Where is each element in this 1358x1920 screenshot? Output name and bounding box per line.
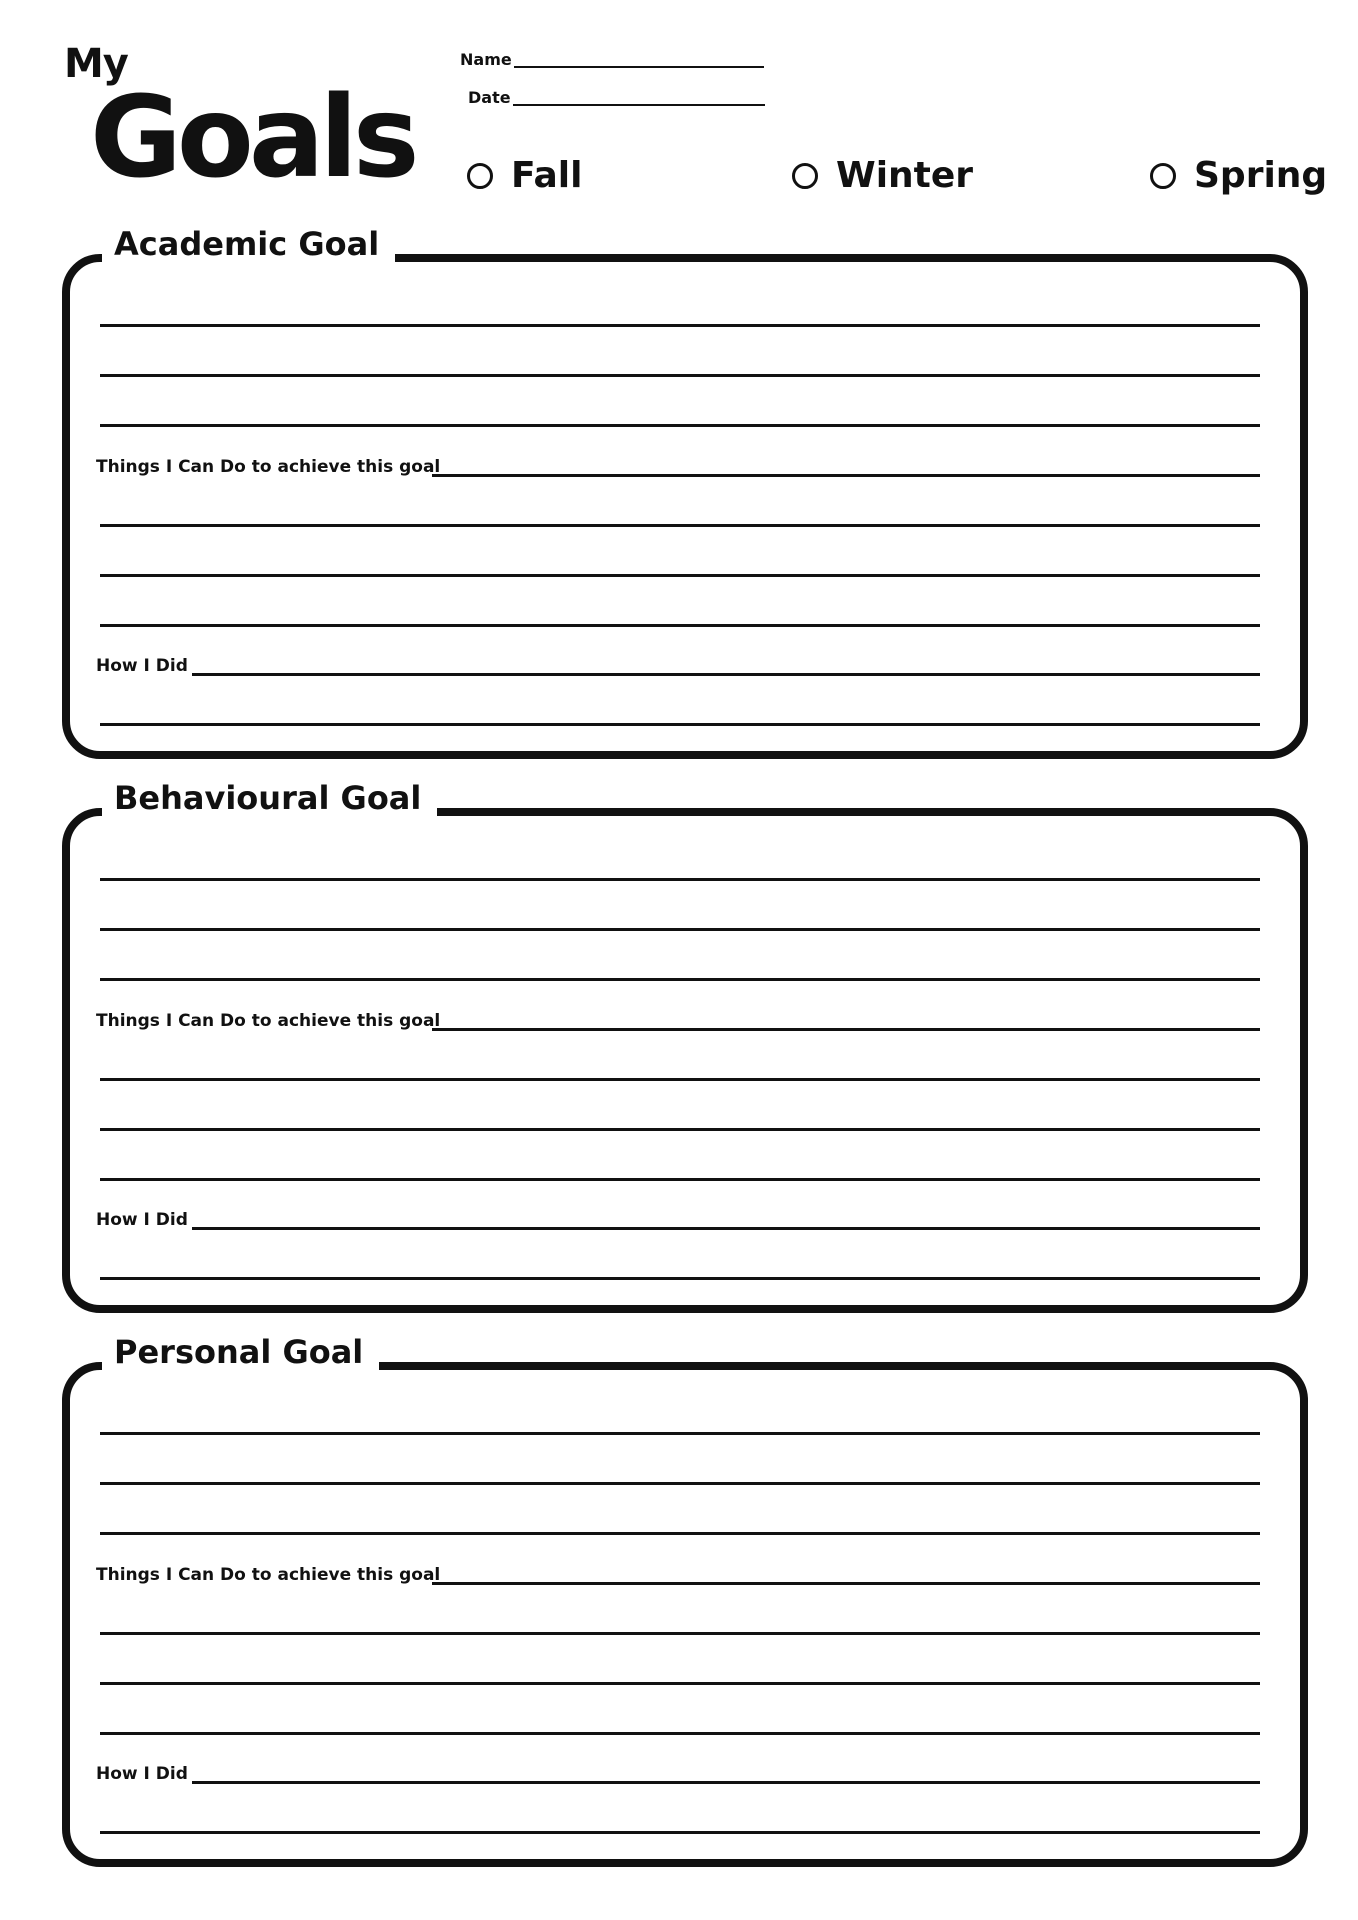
title-goals: Goals xyxy=(90,73,415,203)
how-write-line[interactable] xyxy=(192,1227,1260,1230)
spring-radio[interactable] xyxy=(1150,163,1176,189)
things-write-line[interactable] xyxy=(100,1682,1260,1685)
behavioural-goal-section xyxy=(62,779,1308,1313)
goal-write-line[interactable] xyxy=(100,928,1260,931)
things-write-line[interactable] xyxy=(100,524,1260,527)
how-write-line[interactable] xyxy=(100,1277,1260,1280)
goal-write-line[interactable] xyxy=(100,978,1260,981)
personal-goal-section xyxy=(62,1333,1308,1867)
academic-goal-section xyxy=(62,225,1308,759)
date-label: Date xyxy=(468,88,511,107)
season-winter-label: Winter xyxy=(836,155,974,196)
goal-write-line[interactable] xyxy=(100,1482,1260,1485)
things-write-line[interactable] xyxy=(100,1128,1260,1131)
goal-write-line[interactable] xyxy=(100,374,1260,377)
winter-radio[interactable] xyxy=(792,163,818,189)
how-label: How I Did xyxy=(96,656,188,676)
things-label: Things I Can Do to achieve this goal xyxy=(96,1565,441,1585)
season-spring-label: Spring xyxy=(1194,155,1328,196)
things-write-line[interactable] xyxy=(100,1732,1260,1735)
how-write-line[interactable] xyxy=(192,1781,1260,1784)
things-write-line[interactable] xyxy=(100,624,1260,627)
things-label: Things I Can Do to achieve this goal xyxy=(96,457,441,477)
section-title: Personal Goal xyxy=(102,1328,379,1376)
season-spring-option[interactable] xyxy=(1150,155,1328,196)
season-winter-option[interactable] xyxy=(792,155,974,196)
things-write-line[interactable] xyxy=(432,1582,1260,1585)
section-title: Behavioural Goal xyxy=(102,774,437,822)
things-write-line[interactable] xyxy=(100,1178,1260,1181)
how-label: How I Did xyxy=(96,1764,188,1784)
season-fall-option[interactable] xyxy=(467,155,583,196)
section-title: Academic Goal xyxy=(102,220,395,268)
goal-write-line[interactable] xyxy=(100,324,1260,327)
things-write-line[interactable] xyxy=(100,1078,1260,1081)
date-line[interactable] xyxy=(513,104,765,106)
how-label: How I Did xyxy=(96,1210,188,1230)
goal-write-line[interactable] xyxy=(100,424,1260,427)
goal-write-line[interactable] xyxy=(100,1432,1260,1435)
title-my: My xyxy=(64,41,128,87)
goal-write-line[interactable] xyxy=(100,1532,1260,1535)
things-write-line[interactable] xyxy=(432,1028,1260,1031)
things-write-line[interactable] xyxy=(100,1632,1260,1635)
things-write-line[interactable] xyxy=(100,574,1260,577)
things-label: Things I Can Do to achieve this goal xyxy=(96,1011,441,1031)
how-write-line[interactable] xyxy=(192,673,1260,676)
season-fall-label: Fall xyxy=(511,155,583,196)
things-write-line[interactable] xyxy=(432,474,1260,477)
how-write-line[interactable] xyxy=(100,1831,1260,1834)
how-write-line[interactable] xyxy=(100,723,1260,726)
name-field[interactable] xyxy=(460,52,764,68)
date-field[interactable] xyxy=(468,90,765,106)
goal-write-line[interactable] xyxy=(100,878,1260,881)
fall-radio[interactable] xyxy=(467,163,493,189)
name-label: Name xyxy=(460,50,512,69)
name-line[interactable] xyxy=(514,66,764,68)
